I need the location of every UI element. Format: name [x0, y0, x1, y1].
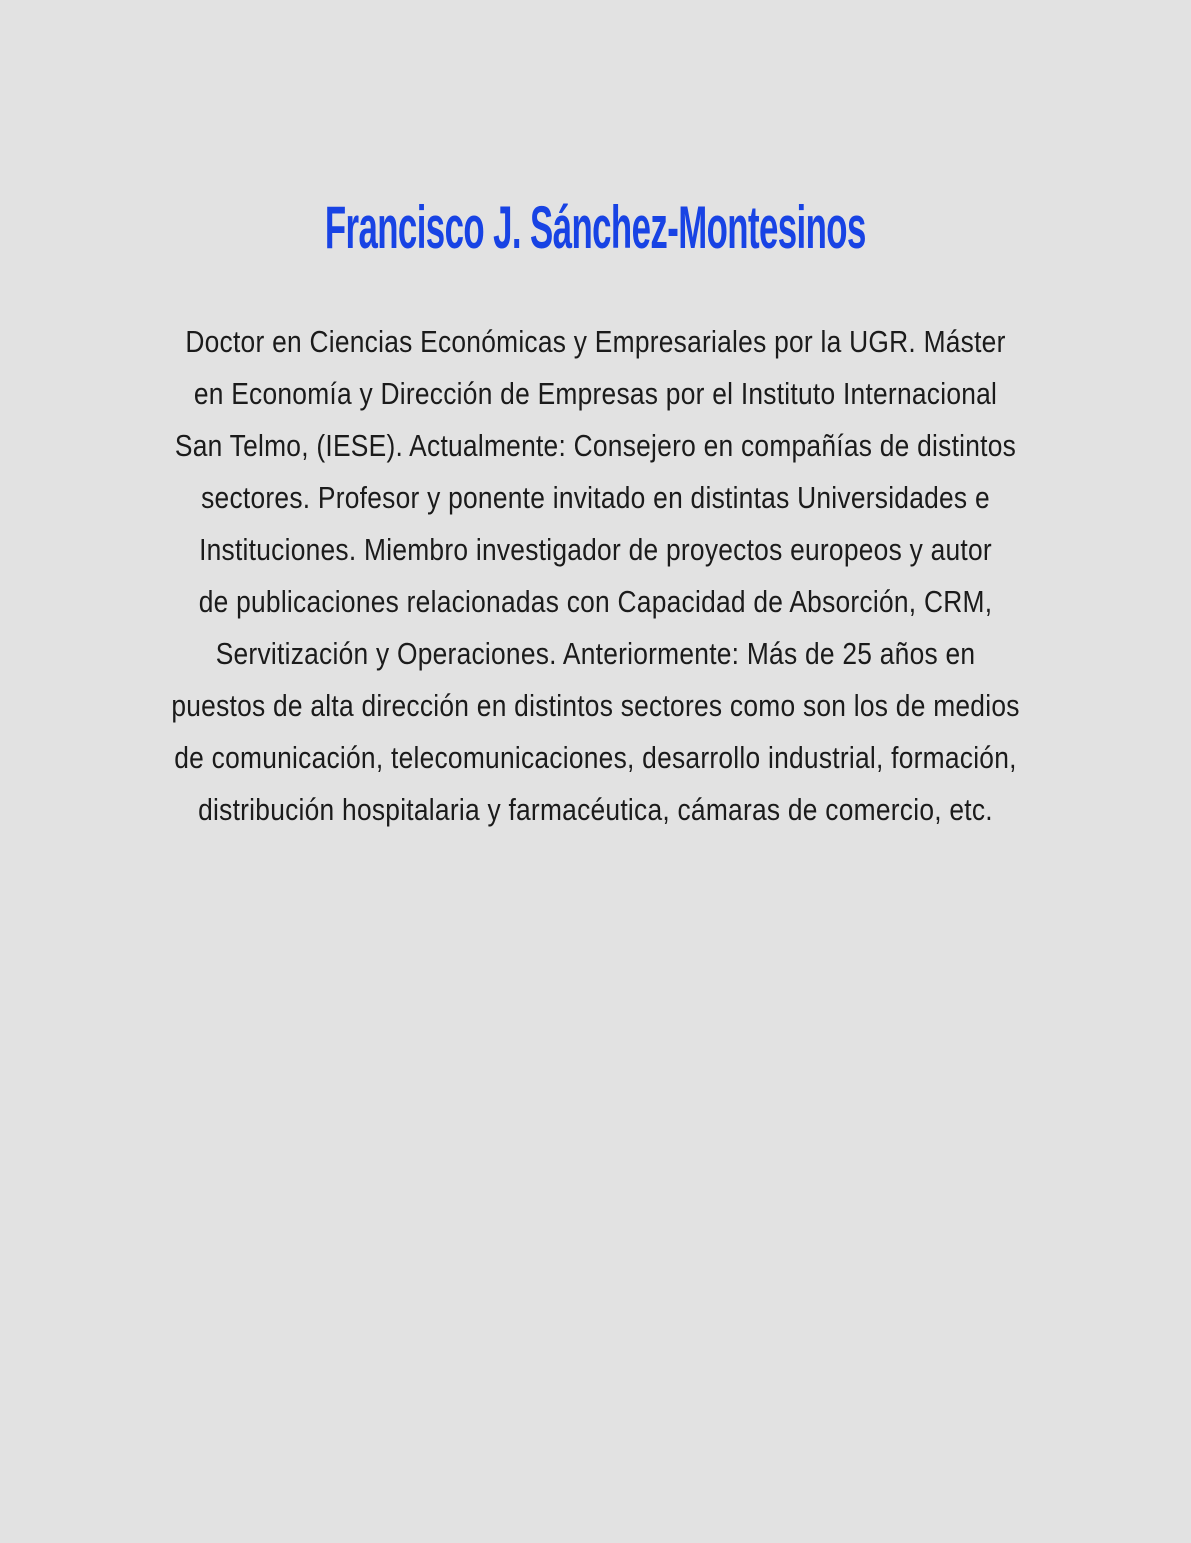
page-title-text: Francisco J. Sánchez-Montesinos — [325, 194, 866, 261]
bio-line: en Economía y Dirección de Empresas por el Instituto Internacional — [193, 376, 998, 411]
bio-line: de comunicación, telecomunicaciones, desarrollo industrial, formación, — [174, 740, 1017, 775]
bio-line: distribución hospitalaria y farmacéutica, cámaras de comercio, etc. — [198, 792, 993, 827]
bio-paragraph — [89, 316, 1101, 836]
bio-line: puestos de alta dirección en distintos sectores como son los de medios — [171, 688, 1020, 723]
bio-line: Instituciones. Miembro investigador de proyectos europeos y autor — [199, 532, 992, 567]
bio-line: de publicaciones relacionadas con Capacidad de Absorción, CRM, — [198, 584, 993, 619]
bio-line: sectores. Profesor y ponente invitado en distintas Universidades e — [201, 480, 990, 515]
page-title — [0, 196, 1191, 260]
bio-line: Servitización y Operaciones. Anteriormente: Más de 25 años en — [215, 636, 976, 671]
bio-line: Doctor en Ciencias Económicas y Empresariales por la UGR. Máster — [185, 324, 1006, 359]
bio-line: San Telmo, (IESE). Actualmente: Consejero en compañías de distintos — [174, 428, 1017, 463]
